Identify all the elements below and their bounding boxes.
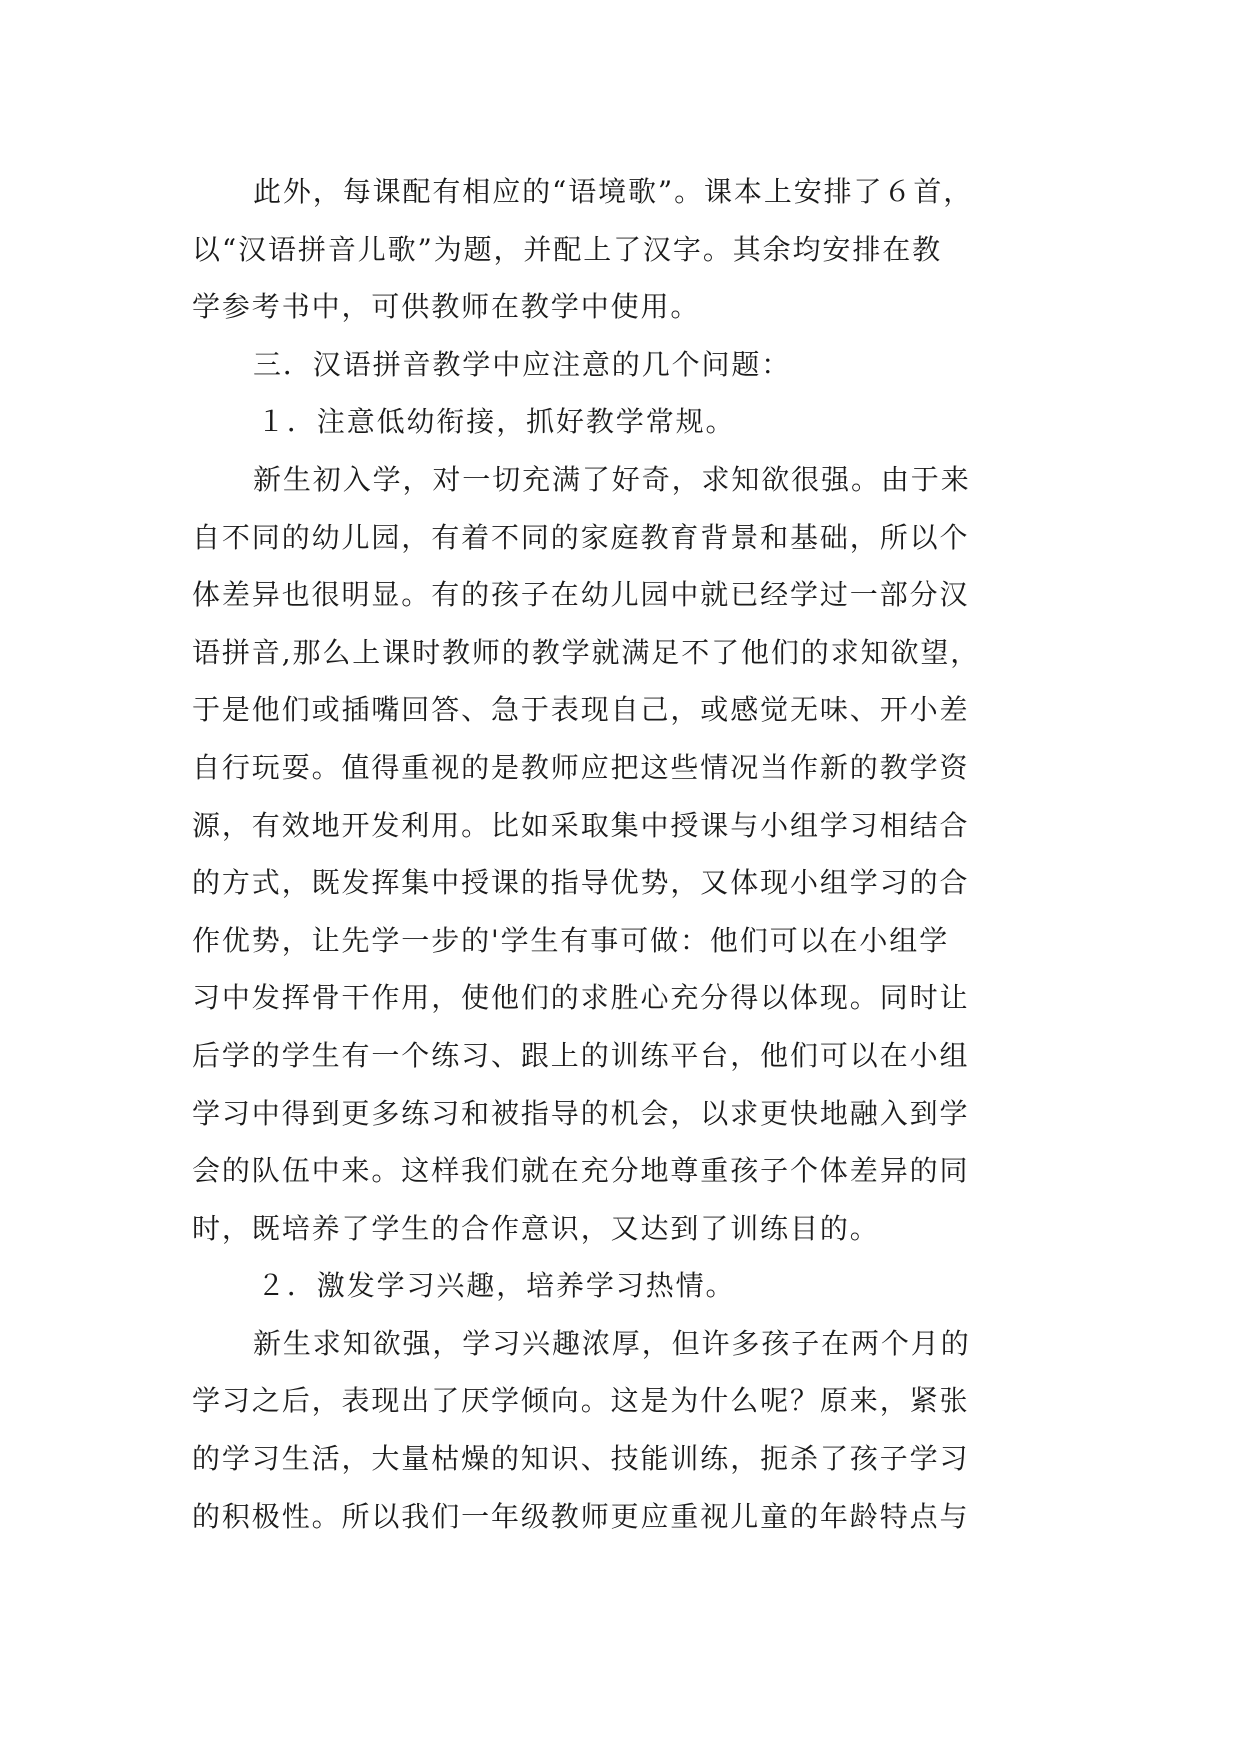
text-line: 自行玩耍。值得重视的是教师应把这些情况当作新的教学资	[192, 750, 970, 784]
text-line: 于是他们或插嘴回答、急于表现自己，或感觉无味、开小差	[192, 693, 970, 727]
text-line: 语拼音,那么上课时教师的教学就满足不了他们的求知欲望，	[192, 635, 981, 669]
text-line: 学习中得到更多练习和被指导的机会，以求更快地融入到学	[192, 1096, 970, 1130]
text-line: 学参考书中，可供教师在教学中使用。	[192, 290, 701, 324]
text-line: 的学习生活，大量枯燥的知识、技能训练，扼杀了孩子学习	[192, 1442, 970, 1476]
text-line: 以“汉语拼音儿歌”为题，并配上了汉字。其余均安排在教	[192, 232, 943, 266]
text-line: 自不同的幼儿园，有着不同的家庭教育背景和基础，所以个	[192, 520, 970, 554]
text-line: 源，有效地开发利用。比如采取集中授课与小组学习相结合	[192, 808, 970, 842]
subsection-heading: １．注意低幼衔接，抓好教学常规。	[257, 405, 736, 439]
text-line: 的积极性。所以我们一年级教师更应重视儿童的年龄特点与	[192, 1499, 970, 1533]
subsection-heading: ２．激发学习兴趣，培养学习热情。	[257, 1269, 736, 1303]
text-line: 作优势，让先学一步的'学生有事可做：他们可以在小组学	[192, 923, 950, 957]
text-line: 新生求知欲强，学习兴趣浓厚，但许多孩子在两个月的	[253, 1326, 971, 1360]
text-line: 的方式，既发挥集中授课的指导优势，又体现小组学习的合	[192, 866, 970, 900]
text-line: 会的队伍中来。这样我们就在充分地尊重孩子个体差异的同	[192, 1154, 970, 1188]
text-line: 习中发挥骨干作用，使他们的求胜心充分得以体现。同时让	[192, 981, 970, 1015]
text-line: 学习之后，表现出了厌学倾向。这是为什么呢？原来，紧张	[192, 1384, 970, 1418]
text-line: 时，既培养了学生的合作意识，又达到了训练目的。	[192, 1211, 880, 1245]
text-line: 新生初入学，对一切充满了好奇，求知欲很强。由于来	[253, 462, 971, 496]
section-heading: 三．汉语拼音教学中应注意的几个问题：	[253, 347, 792, 381]
body-text	[192, 163, 1062, 1545]
text-line: 后学的学生有一个练习、跟上的训练平台，他们可以在小组	[192, 1038, 970, 1072]
text-line: 此外，每课配有相应的“语境歌”。课本上安排了６首，	[253, 175, 974, 208]
text-line: 体差异也很明显。有的孩子在幼儿园中就已经学过一部分汉	[192, 578, 970, 612]
